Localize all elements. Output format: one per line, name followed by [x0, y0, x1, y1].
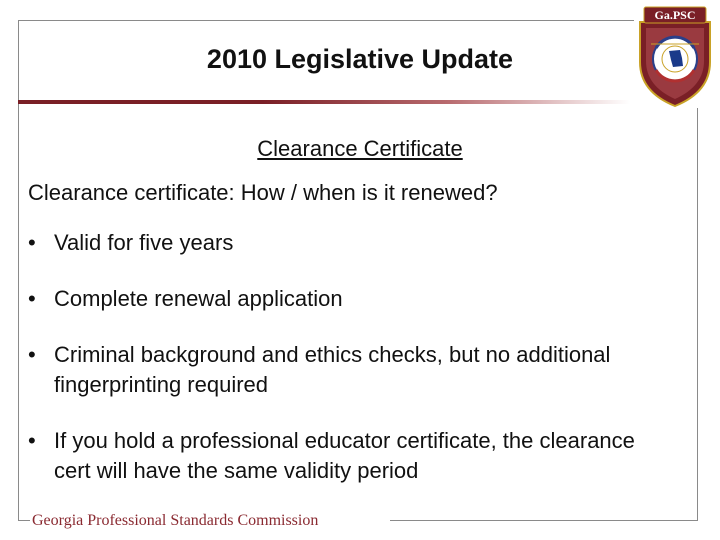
frame-left: [18, 20, 19, 520]
footer-organization: Georgia Professional Standards Commission: [32, 512, 319, 529]
list-item: [28, 284, 668, 314]
bullet-icon: •: [28, 286, 36, 311]
list-item: [28, 426, 668, 486]
logo-label: Ga.PSC: [654, 8, 696, 22]
list-item: [28, 340, 668, 400]
bullet-text: Criminal background and ethics checks, but no additional fingerprinting required: [54, 342, 611, 397]
bullet-icon: •: [28, 342, 36, 367]
bullet-icon: •: [28, 428, 36, 453]
frame-bottom-right: [390, 520, 698, 521]
frame-top: [18, 20, 634, 21]
question-text: Clearance certificate: How / when is it renewed?: [28, 180, 498, 205]
bullet-text: Valid for five years: [54, 230, 234, 255]
list-item: [28, 228, 668, 258]
bullet-text: If you hold a professional educator certificate, the clearance cert will have the same validity period: [54, 428, 635, 483]
slide-title: 2010 Legislative Update: [206, 44, 514, 74]
bullet-text: Complete renewal application: [54, 286, 343, 311]
gapsc-shield-logo-icon: [636, 4, 714, 108]
bullet-list: [28, 228, 668, 512]
title-divider: [18, 100, 630, 104]
frame-bottom-left: [18, 520, 30, 521]
frame-right: [697, 108, 698, 520]
bullet-icon: •: [28, 230, 36, 255]
slide-subtitle: Clearance Certificate: [257, 136, 463, 161]
